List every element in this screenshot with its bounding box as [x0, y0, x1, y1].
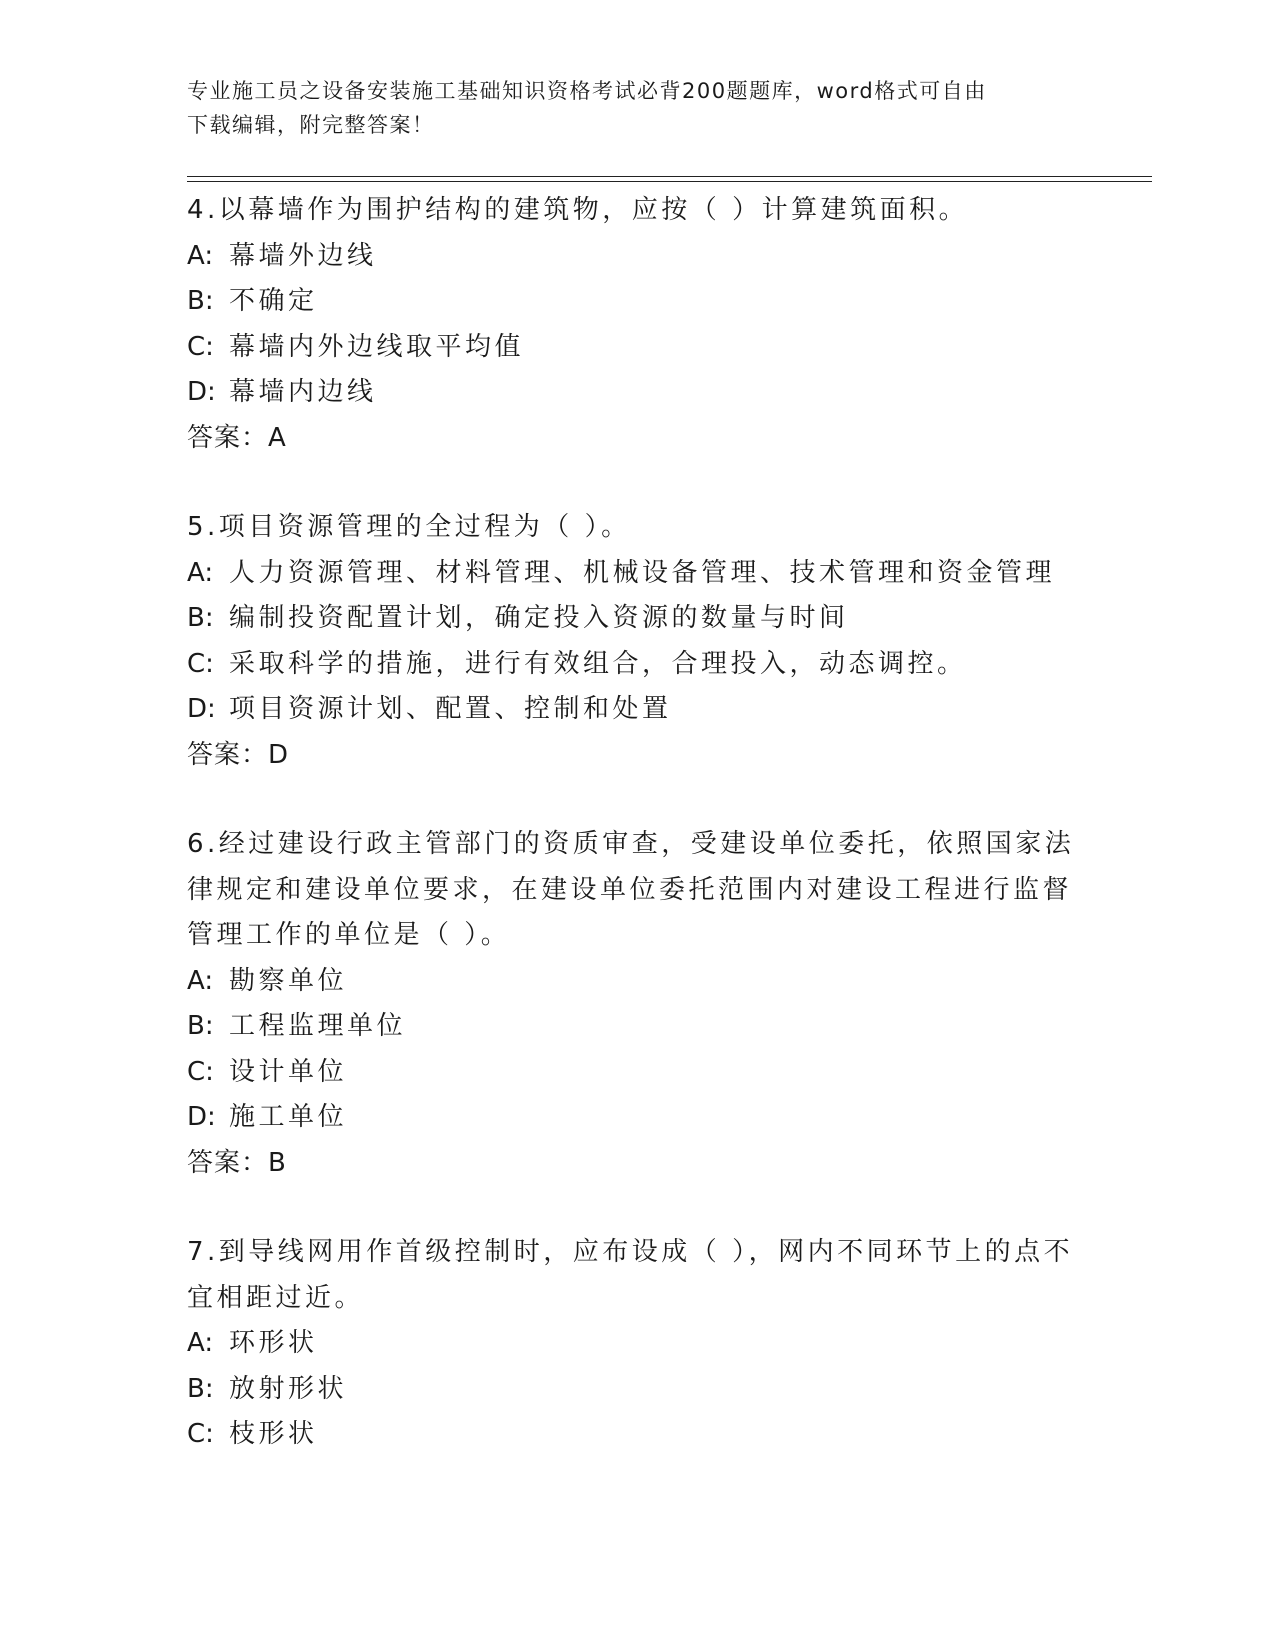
option-c	[187, 1412, 1087, 1458]
option-letter: B:	[187, 603, 214, 633]
option-text: 勘察单位	[229, 965, 348, 996]
option-c	[187, 1050, 1087, 1096]
option-b	[187, 596, 1087, 642]
question-list	[187, 188, 1087, 1502]
option-text: 编制投资配置计划，确定投入资源的数量与时间	[229, 603, 849, 633]
option-letter: B:	[187, 1011, 214, 1041]
option-letter: C:	[187, 1419, 214, 1449]
option-a	[187, 1321, 1087, 1367]
option-text: 设计单位	[229, 1056, 348, 1087]
option-text: 工程监理单位	[229, 1011, 407, 1041]
option-a	[187, 551, 1087, 597]
header-line-2: 下载编辑，附完整答案！	[187, 113, 435, 137]
option-letter: C:	[187, 648, 214, 679]
header-divider-bottom	[187, 181, 1152, 182]
option-text: 枝形状	[229, 1419, 318, 1449]
option-d	[187, 1095, 1087, 1141]
option-d	[187, 370, 1087, 416]
answer-line: 答案：A	[187, 422, 287, 453]
option-letter: A:	[187, 240, 214, 271]
option-letter: A:	[187, 965, 214, 996]
option-text: 幕墙外边线	[229, 240, 377, 271]
option-a	[187, 234, 1087, 280]
option-letter: A:	[187, 557, 214, 588]
answer-line: 答案：B	[187, 1147, 287, 1178]
option-letter: A:	[187, 1328, 214, 1358]
option-letter: B:	[187, 1373, 214, 1404]
question-7	[187, 1230, 1087, 1458]
option-text: 放射形状	[229, 1373, 348, 1404]
option-text: 采取科学的措施，进行有效组合，合理投入，动态调控。	[229, 648, 967, 679]
question-stem: 5.项目资源管理的全过程为（ ）。	[187, 512, 631, 542]
question-stem: 7.到导线网用作首级控制时，应布设成（ ），网内不同环节上的点不宜相距过近。	[187, 1237, 1074, 1313]
option-letter: D:	[187, 377, 216, 407]
option-b	[187, 279, 1087, 325]
option-text: 施工单位	[229, 1102, 348, 1132]
question-5	[187, 505, 1087, 778]
option-letter: C:	[187, 1056, 214, 1087]
option-text: 环形状	[229, 1328, 318, 1358]
option-d	[187, 687, 1087, 733]
header-divider-top	[187, 176, 1152, 177]
option-letter: D:	[187, 694, 216, 724]
option-letter: B:	[187, 286, 214, 316]
option-text: 幕墙内外边线取平均值	[229, 331, 525, 362]
option-b	[187, 1004, 1087, 1050]
question-stem: 4.以幕墙作为围护结构的建筑物，应按（ ）计算建筑面积。	[187, 195, 969, 225]
option-text: 人力资源管理、材料管理、机械设备管理、技术管理和资金管理	[229, 557, 1056, 588]
question-4	[187, 188, 1087, 461]
document-header	[187, 74, 1067, 142]
option-text: 项目资源计划、配置、控制和处置	[229, 694, 672, 724]
option-text: 不确定	[229, 286, 318, 316]
answer-line: 答案：D	[187, 739, 290, 770]
question-stem: 6.经过建设行政主管部门的资质审查，受建设单位委托，依照国家法律规定和建设单位要求，在建设单位委托范围内对建设工程进行监督管理工作的单位是（ ）。	[187, 829, 1075, 950]
option-b	[187, 1367, 1087, 1413]
option-c	[187, 642, 1087, 688]
option-c	[187, 325, 1087, 371]
header-line-1: 专业施工员之设备安装施工基础知识资格考试必背200题题库，word格式可自由	[187, 79, 987, 103]
question-6	[187, 822, 1087, 1186]
option-letter: C:	[187, 331, 214, 362]
option-letter: D:	[187, 1102, 216, 1132]
option-text: 幕墙内边线	[229, 377, 377, 407]
option-a	[187, 959, 1087, 1005]
